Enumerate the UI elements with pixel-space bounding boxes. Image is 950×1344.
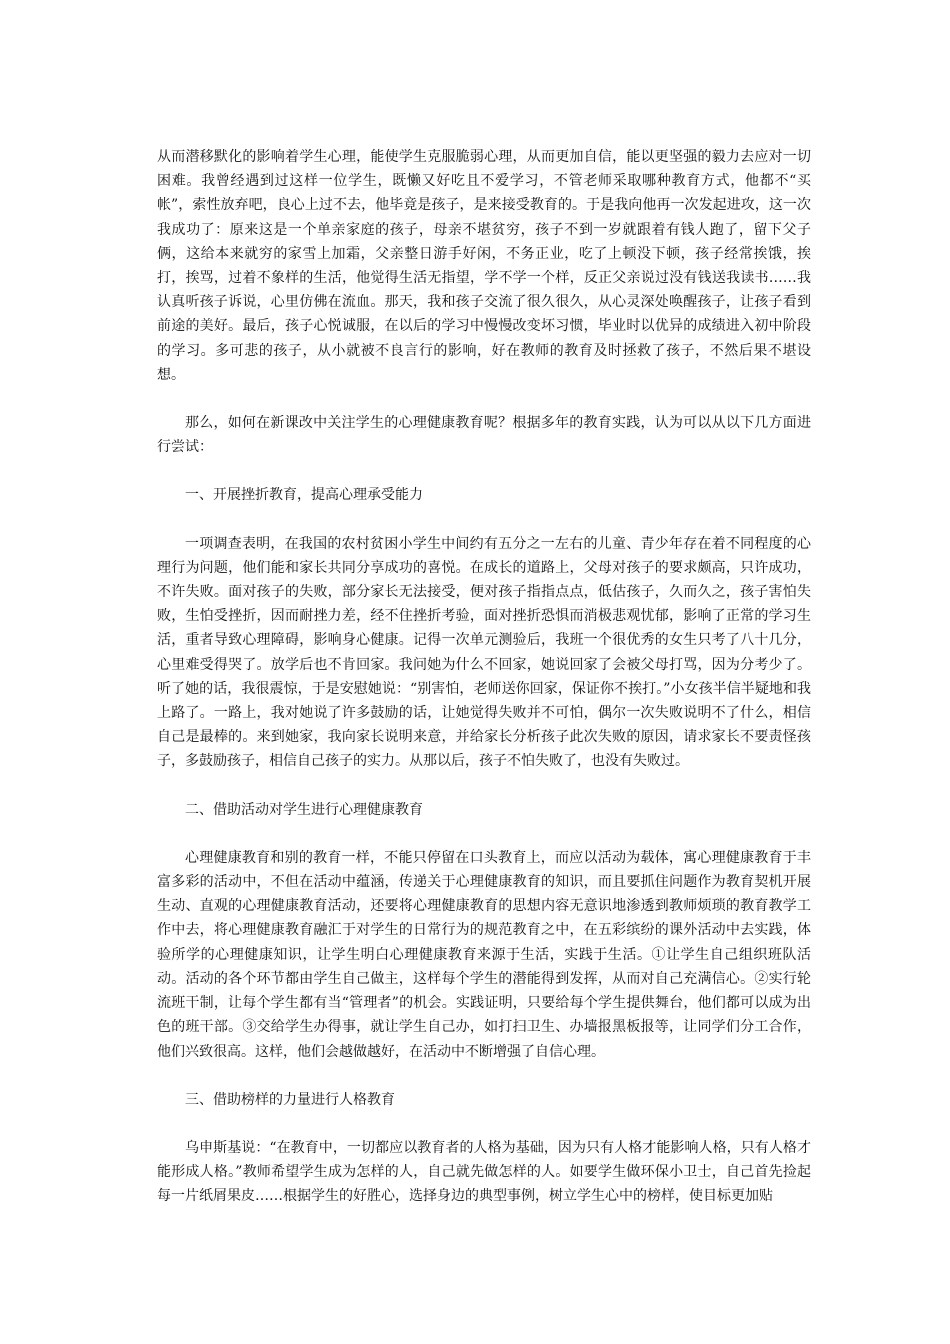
paragraph-gap bbox=[157, 387, 811, 411]
paragraph-gap bbox=[157, 1064, 811, 1088]
paragraph-continuation: 从而潜移默化的影响着学生心理，能使学生克服脆弱心理，从而更加自信，能以更坚强的毅力去应对一切困难。我曾经遇到过这样一位学生，既懒又好吃且不爱学习，不管老师采取哪种教育方式，他都不“买帐”，索性放弃吧，良心上过不去，他毕竟是孩子，是来接受教育的。于是我向他再一次发起进攻，这一次我成功了：原来这是一个单亲家庭的孩子，母亲不堪贫穷，孩子不到一岁就跟着有钱人跑了，留下父子俩，这给本来就穷的家雪上加霜，父亲整日游手好闲，不务正业，吃了上顿没下顿，孩子经常挨饿，挨打，挨骂，过着不象样的生活，他觉得生活无指望，学不学一个样，反正父亲说过没有钱送我读书……我认真听孩子诉说，心里仿佛在流血。那天，我和孩子交流了很久很久，从心灵深处唤醒孩子，让孩子看到前途的美好。最后，孩子心悦诚服，在以后的学习中慢慢改变坏习惯，毕业时以优异的成绩进入初中阶段的学习。多可悲的孩子，从小就被不良言行的影响，好在教师的教育及时拯救了孩子，不然后果不堪设想。 bbox=[157, 149, 811, 383]
section-heading-2: 二、借助活动对学生进行心理健康教育 bbox=[185, 801, 423, 818]
paragraph-role-model: 乌申斯基说：“在教育中，一切都应以教育者的人格为基础，因为只有人格才能影响人格，只有人格才能形成人格。”教师希望学生成为怎样的人，自己就先做怎样的人。如要学生做环保小卫士，自己首先捡起每一片纸屑果皮……根据学生的好胜心，选择身边的典型事例，树立学生心中的榜样，使目标更加贴 bbox=[157, 1139, 811, 1205]
paragraph-question: 那么，如何在新课改中关注学生的心理健康教育呢？根据多年的教育实践，认为可以从以下几方面进行尝试： bbox=[157, 415, 811, 456]
section-heading-3: 三、借助榜样的力量进行人格教育 bbox=[185, 1091, 395, 1108]
paragraph-activity-education: 心理健康教育和别的教育一样，不能只停留在口头教育上，而应以活动为载体，寓心理健康教育于丰富多彩的活动中，不但在活动中蕴涵，传递关于心理健康教育的知识，而且要抓住问题作为教育契机开展生动、直观的心理健康教育活动，还要将心理健康教育的思想内容无意识地渗透到教师烦琐的教育教学工作中去，将心理健康教育融汇于对学生的日常行为的规范教育之中，在五彩缤纷的课外活动中去实践，体验所学的心理健康知识，让学生明白心理健康教育来源于生活，实践于生活。①让学生自己组织班队活动。活动的各个环节都由学生自己做主，这样每个学生的潜能得到发挥，从而对自己充满信心。②实行轮流班干制，让每个学生都有当“管理者”的机会。实践证明，只要给每个学生提供舞台，他们都可以成为出色的班干部。③交给学生办得事，就让学生自己办，如打扫卫生、办墙报黑板报等，让同学们分工合作，他们兴致很高。这样，他们会越做越好，在活动中不断增强了自信心理。 bbox=[157, 849, 811, 1060]
section-heading-1: 一、开展挫折教育，提高心理承受能力 bbox=[185, 487, 423, 504]
document-page bbox=[157, 145, 811, 1209]
paragraph-frustration-education: 一项调查表明，在我国的农村贫困小学生中间约有五分之一左右的儿童、青少年存在着不同程度的心理行为问题，他们能和家长共同分享成功的喜悦。在成长的道路上，父母对孩子的要求颇高，只许成功，不许失败。面对孩子的失败，部分家长无法接受，便对孩子指指点点，低估孩子，久而久之，孩子害怕失败，生怕受挫折，因而耐挫力差，经不住挫折考验，面对挫折恐惧而消极悲观忧郁，影响了正常的学习生活，重者导致心理障碍，影响身心健康。记得一次单元测验后，我班一个很优秀的女生只考了八十几分，心里难受得哭了。放学后也不肯回家。我问她为什么不回家，她说回家了会被父母打骂，因为分考少了。听了她的话，我很震惊，于是安慰她说：“别害怕，老师送你回家，保证你不挨打。”小女孩半信半疑地和我上路了。一路上，我对她说了许多鼓励的话，让她觉得失败并不可怕，偶尔一次失败说明不了什么，相信自己是最棒的。来到她家，我向家长说明来意，并给家长分析孩子此次失败的原因，请求家长不要责怪孩子，多鼓励孩子，相信自己孩子的实力。从那以后，孩子不怕失败了，也没有失败过。 bbox=[157, 535, 811, 770]
paragraph-gap bbox=[157, 508, 811, 532]
paragraph-gap bbox=[157, 459, 811, 483]
paragraph-gap bbox=[157, 1112, 811, 1136]
paragraph-gap bbox=[157, 774, 811, 798]
paragraph-gap bbox=[157, 822, 811, 846]
